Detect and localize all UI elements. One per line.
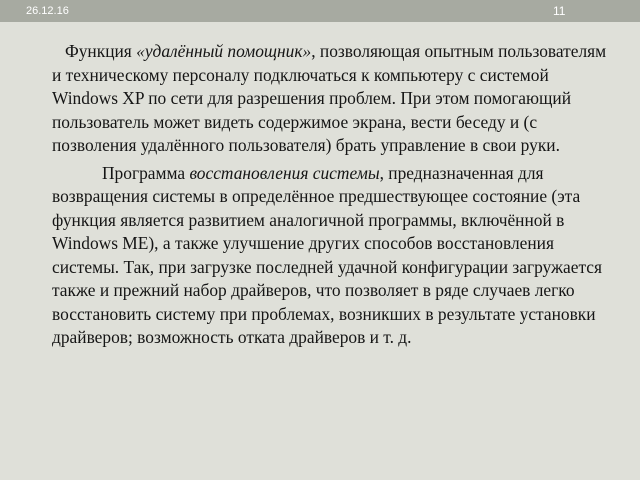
slide-header-bar: [0, 0, 640, 22]
slide-number: 11: [553, 4, 566, 18]
slide-date: 26.12.16: [26, 5, 69, 17]
paragraph-text: Функция: [65, 41, 137, 61]
slide-body: [52, 40, 612, 350]
paragraph-text: , позволяющая опытным пользователям и техническому персоналу подключаться к компьютеру с системой Windows XP по сети для разрешения проблем. При этом помогающий пользователь может видеть содержимое экрана, вести беседу и (с позволения удалённого пользователя) брать управление в свои руки.: [52, 41, 607, 155]
paragraph-remote-assistance: [52, 40, 612, 158]
paragraph-text: Программа: [102, 162, 190, 183]
italic-term: «удалённый помощник»: [136, 41, 312, 61]
paragraph-system-restore: [52, 162, 612, 350]
paragraph-text: , предназначенная для возвращения системы в определённое предшествующее состояние (эта функция является развитием аналогичной программы, включённой в Windows ME), а также улучшение других способов восстановления системы. Так, при загрузке последней удачной конфигурации загружается также и прежний набор драйверов, что позволяет в ряде случаев легко восстановить систему при проблемах, возникших в результате установки драйверов; возможность отката драйверов и т. д.: [52, 162, 603, 347]
italic-term: восстановления системы: [189, 162, 380, 183]
